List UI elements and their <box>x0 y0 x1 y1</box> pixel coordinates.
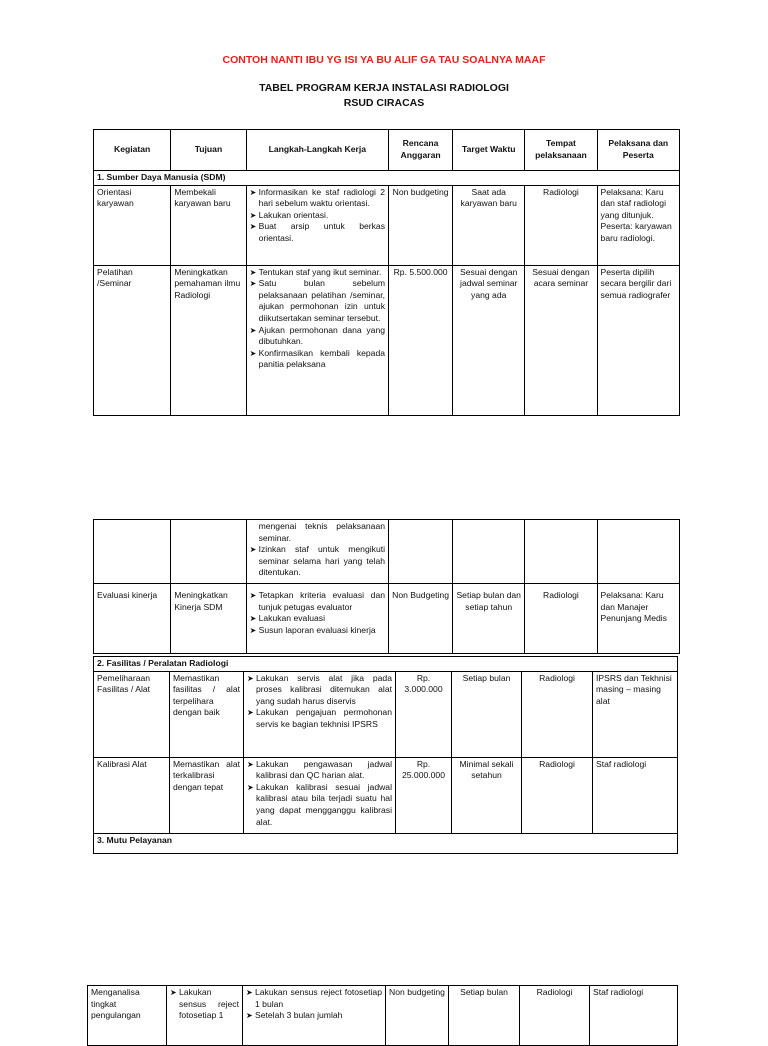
work-program-table-part-2 <box>93 519 680 654</box>
header-row <box>94 130 680 171</box>
cell-target-waktu: Sesuai dengan jadwal seminar yang ada <box>453 265 525 415</box>
step-item: ➤ Lakukan sensus reject fotosetiap 1 <box>170 987 239 1021</box>
arrow-bullet-icon: ➤ <box>249 279 257 289</box>
arrow-bullet-icon: ➤ <box>249 187 257 197</box>
arrow-bullet-icon: ➤ <box>249 325 257 335</box>
cell-anggaran: Non Budgeting <box>389 584 453 654</box>
table-row <box>94 520 680 584</box>
step-item: ➤ Tentukan staf yang ikut seminar. <box>249 266 382 277</box>
section-sdm: 1. Sumber Daya Manusia (SDM) <box>94 171 680 186</box>
arrow-bullet-icon: ➤ <box>247 782 254 792</box>
arrow-bullet-icon: ➤ <box>246 988 253 997</box>
arrow-bullet-icon: ➤ <box>247 759 254 769</box>
step-item: ➤ Informasikan ke staf radiologi 2 hari sebelum waktu orientasi. <box>249 186 386 209</box>
step-item: ➤ Lakukan sensus reject fotosetiap 1 bulan <box>246 987 382 1009</box>
section-fasilitas: 2. Fasilitas / Peralatan Radiologi <box>94 657 678 672</box>
cell-kegiatan: Pelatihan /Seminar <box>94 265 171 415</box>
step-item: ➤ Konfirmasikan kembali kepada panitia pelaksana <box>249 347 386 370</box>
cell-langkah <box>246 584 388 654</box>
work-program-table-part-1 <box>93 129 680 416</box>
arrow-bullet-icon: ➤ <box>247 673 254 683</box>
step-item: ➤ Lakukan pengawasan jadwal kalibrasi dan QC harian alat. <box>247 758 392 781</box>
section-mutu: 3. Mutu Pelayanan <box>94 833 678 853</box>
header-kegiatan: Kegiatan <box>94 130 171 171</box>
table-row <box>94 671 678 757</box>
arrow-bullet-icon: ➤ <box>249 222 257 232</box>
step-item: ➤ Ajukan permohonan dana yang dibutuhkan. <box>249 324 386 347</box>
cell-langkah <box>246 185 388 265</box>
table-row <box>94 757 678 833</box>
cell-tujuan: Meningkatkan pemahaman ilmu Radiologi <box>171 265 246 415</box>
cell-tujuan: Membekali karyawan baru <box>171 185 246 265</box>
arrow-bullet-icon: ➤ <box>249 210 257 220</box>
cell-pelaksana: Staf radiologi <box>593 757 678 833</box>
header-anggaran: Rencana Anggaran <box>389 130 453 171</box>
step-item: ➤ Susun laporan evaluasi kinerja <box>249 624 376 635</box>
cell-tujuan: Memastikan alat terkalibrasi dengan tepat <box>170 757 244 833</box>
table-row <box>88 986 678 1046</box>
step-item: ➤ Lakukan evaluasi <box>249 613 326 624</box>
arrow-bullet-icon: ➤ <box>249 267 257 277</box>
cell-tujuan <box>167 986 243 1046</box>
step-item: ➤ Lakukan kalibrasi sesuai jadwal kalibrasi atau bila terjadi suatu hal yang dapat mengganggu kalibrasi alat. <box>247 781 392 827</box>
cell-anggaran: Rp. 25.000.000 <box>396 757 452 833</box>
cell-anggaran: Rp. 3.000.000 <box>396 671 452 757</box>
arrow-bullet-icon: ➤ <box>249 545 257 555</box>
cell-pelaksana: Pelaksana: Karu dan Manajer Penunjang Medis <box>597 584 679 654</box>
arrow-bullet-icon: ➤ <box>247 708 254 718</box>
header-target-waktu: Target Waktu <box>453 130 525 171</box>
table-row <box>94 265 680 415</box>
step-item: ➤ Setelah 3 bulan jumlah <box>246 1010 343 1021</box>
work-program-table-part-3 <box>93 656 678 854</box>
arrow-bullet-icon: ➤ <box>246 1011 253 1021</box>
cell-target-waktu: Setiap bulan <box>452 671 522 757</box>
arrow-bullet-icon: ➤ <box>249 625 257 635</box>
cell-pelaksana: Pelaksana: Karu dan staf radiologi yang ditunjuk. Peserta: karyawan baru radiologi. <box>597 185 679 265</box>
cell-anggaran: Rp. 5.500.000 <box>389 265 453 415</box>
cell-target-waktu: Setiap bulan <box>449 986 520 1046</box>
work-program-table-part-4 <box>87 985 678 1046</box>
section-row <box>94 833 678 853</box>
cell-tempat: Radiologi <box>522 757 593 833</box>
draft-note: CONTOH NANTI IBU YG ISI YA BU ALIF GA TAU SOALNYA MAAF <box>222 54 546 66</box>
cell-pelaksana: Staf radiologi <box>590 986 678 1046</box>
cell-langkah <box>244 671 396 757</box>
cell-kegiatan: Evaluasi kinerja <box>94 584 171 654</box>
document-title: TABEL PROGRAM KERJA INSTALASI RADIOLOGI <box>259 82 509 94</box>
cell-target-waktu: Saat ada karyawan baru <box>453 185 525 265</box>
step-item: ➤ Lakukan servis alat jika pada proses kalibrasi ditemukan alat yang sudah harus diservis <box>247 672 392 706</box>
cell-langkah <box>243 986 386 1046</box>
step-item: ➤ Satu bulan sebelum pelaksanaan pelatihan /seminar, ajukan permohonan izin untuk diikutsertakan seminar tersebut. <box>249 278 386 323</box>
step-continuation: mengenai teknis pelaksanaan seminar. <box>258 521 386 543</box>
cell-kegiatan: Pemeliharaan Fasilitas / Alat <box>94 671 170 757</box>
cell-target-waktu: Minimal sekali setahun <box>452 757 522 833</box>
table-row <box>94 584 680 654</box>
cell-target-waktu: Setiap bulan dan setiap tahun <box>453 584 525 654</box>
cell-pelaksana: Peserta dipilih secara bergilir dari semua radiografer <box>597 265 679 415</box>
cell-langkah <box>246 520 388 584</box>
cell-anggaran: Non budgeting <box>386 986 449 1046</box>
cell-pelaksana: IPSRS dan Tekhnisi masing – masing alat <box>593 671 678 757</box>
cell-kegiatan: Menganalisa tingkat pengulangan <box>88 986 167 1046</box>
cell-tempat: Sesuai dengan acara seminar <box>525 265 597 415</box>
cell-tempat: Radiologi <box>525 584 597 654</box>
header-tempat: Tempat pelaksanaan <box>525 130 597 171</box>
document-subtitle: RSUD CIRACAS <box>343 97 425 109</box>
header-tujuan: Tujuan <box>171 130 246 171</box>
step-item: ➤ Buat arsip untuk berkas orientasi. <box>249 221 386 243</box>
cell-tempat: Radiologi <box>525 185 597 265</box>
header-pelaksana: Pelaksana dan Peserta <box>597 130 679 171</box>
cell-tujuan: Meningkatkan Kinerja SDM <box>171 584 246 654</box>
step-item: ➤ Lakukan pengajuan permohonan servis ke bagian tekhnisi IPSRS <box>247 707 392 729</box>
cell-langkah <box>246 265 388 415</box>
step-item: ➤ Tetapkan kriteria evaluasi dan tunjuk petugas evaluator <box>249 590 386 612</box>
step-item: ➤ Izinkan staf untuk mengikuti seminar selama hari yang telah ditentukan. <box>249 544 386 578</box>
arrow-bullet-icon: ➤ <box>249 591 257 600</box>
cell-tempat: Radiologi <box>522 671 593 757</box>
header-langkah: Langkah-Langkah Kerja <box>246 130 388 171</box>
cell-kegiatan: Orientasi karyawan <box>94 185 171 265</box>
cell-langkah <box>244 757 396 833</box>
section-row <box>94 171 680 186</box>
cell-anggaran: Non budgeting <box>389 185 453 265</box>
cell-tujuan: Memastikan fasilitas / alat terpelihara dengan baik <box>170 671 244 757</box>
cell-kegiatan: Kalibrasi Alat <box>94 757 170 833</box>
arrow-bullet-icon: ➤ <box>170 988 177 997</box>
section-row <box>94 657 678 672</box>
arrow-bullet-icon: ➤ <box>249 614 257 624</box>
step-item: ➤ Lakukan orientasi. <box>249 209 329 220</box>
cell-tempat: Radiologi <box>520 986 590 1046</box>
arrow-bullet-icon: ➤ <box>249 348 257 358</box>
table-row <box>94 185 680 265</box>
